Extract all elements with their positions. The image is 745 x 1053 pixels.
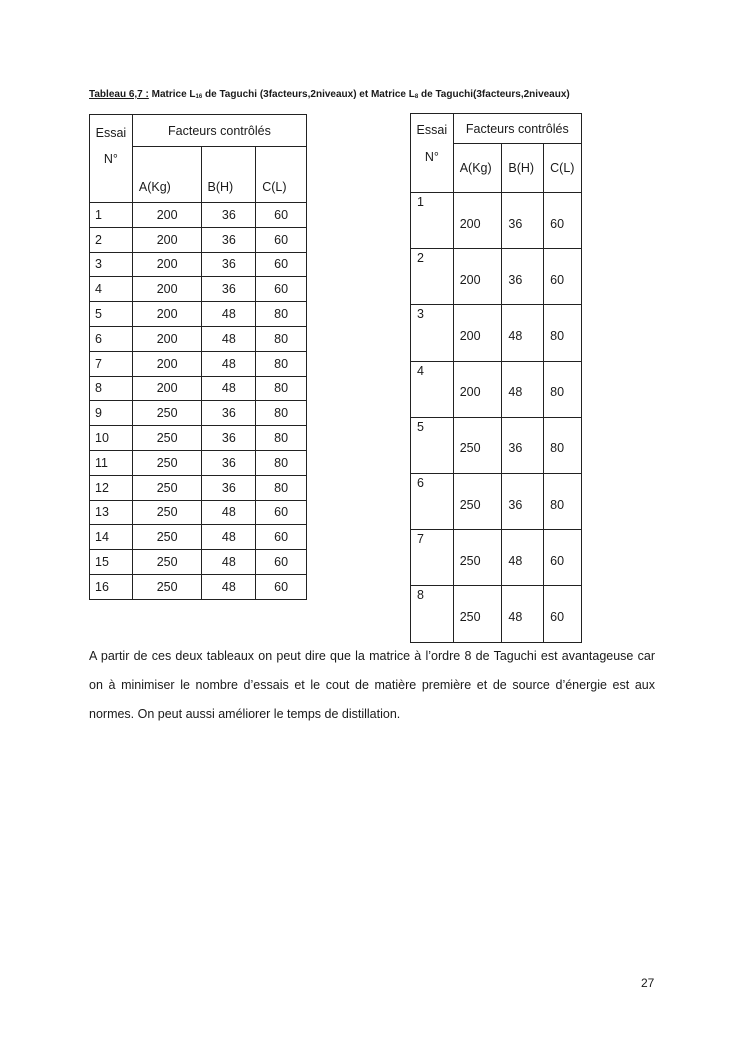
l16-cell: 200 [132, 227, 202, 252]
l8-col-c: C(L) [544, 144, 582, 193]
l16-cell: 48 [202, 326, 256, 351]
l16-cell: 200 [132, 203, 202, 228]
table-row [90, 252, 307, 277]
l16-trial-number: 4 [90, 277, 133, 302]
l8-cell: 60 [544, 249, 582, 305]
table-row [90, 475, 307, 500]
l16-cell: 200 [132, 302, 202, 327]
l16-trial-number: 1 [90, 203, 133, 228]
caption-part1: Matrice L [151, 89, 196, 100]
l8-cell: 250 [453, 530, 502, 586]
l8-cell: 80 [544, 417, 582, 473]
l8-trial-number: 8 [411, 586, 454, 642]
l16-cell: 36 [202, 277, 256, 302]
l16-trial-number: 7 [90, 351, 133, 376]
table-row [411, 417, 582, 473]
table-row [90, 277, 307, 302]
l8-cell: 200 [453, 249, 502, 305]
l8-cell: 60 [544, 586, 582, 642]
l8-factors-title: Facteurs contrôlés [453, 114, 581, 144]
table-row [90, 401, 307, 426]
l16-cell: 60 [256, 574, 307, 599]
l8-cell: 250 [453, 417, 502, 473]
l16-cell: 36 [202, 450, 256, 475]
l16-cell: 200 [132, 326, 202, 351]
l8-cell: 48 [502, 305, 544, 361]
l16-cell: 200 [132, 351, 202, 376]
l8-cell: 80 [544, 361, 582, 417]
l8-cell: 60 [544, 530, 582, 586]
l16-trial-number: 16 [90, 574, 133, 599]
l16-cell: 80 [256, 302, 307, 327]
l16-cell: 80 [256, 326, 307, 351]
table-row [411, 473, 582, 529]
l8-trial-number: 1 [411, 193, 454, 249]
l16-trial-number: 11 [90, 450, 133, 475]
l8-trial-number: 6 [411, 473, 454, 529]
l8-cell: 48 [502, 530, 544, 586]
l16-trial-number: 8 [90, 376, 133, 401]
l16-cell: 60 [256, 525, 307, 550]
caption-part2: de Taguchi (3facteurs,2niveaux) et Matrice L [202, 89, 415, 100]
l16-cell: 36 [202, 426, 256, 451]
l16-cell: 250 [132, 450, 202, 475]
l8-cell: 60 [544, 193, 582, 249]
l16-trial-number: 14 [90, 525, 133, 550]
l16-cell: 250 [132, 401, 202, 426]
l16-col-a: A(Kg) [132, 147, 202, 203]
l16-cell: 36 [202, 203, 256, 228]
l8-cell: 200 [453, 193, 502, 249]
l16-trial-number: 10 [90, 426, 133, 451]
l16-no-label: N° [103, 152, 118, 166]
table-row [411, 586, 582, 642]
table-row [90, 227, 307, 252]
taguchi-l16-table [89, 114, 307, 600]
table-row [90, 203, 307, 228]
l16-cell: 48 [202, 525, 256, 550]
l8-cell: 48 [502, 586, 544, 642]
table-row [411, 193, 582, 249]
table-row [90, 450, 307, 475]
l8-essai-label: Essai [416, 123, 448, 137]
l8-no-label: N° [424, 150, 439, 164]
l16-cell: 60 [256, 500, 307, 525]
l8-cell: 250 [453, 473, 502, 529]
l16-col-b: B(H) [202, 147, 256, 203]
l16-cell: 80 [256, 401, 307, 426]
conclusion-paragraph: A partir de ces deux tableaux on peut dire que la matrice à l’ordre 8 de Taguchi est avantageuse car on à minimiser le nombre d’essais et le cout de matière première et de source d’énergie est aux normes. On peut aussi améliorer le temps de distillation. [89, 649, 655, 721]
l16-cell: 60 [256, 550, 307, 575]
l16-trial-number: 6 [90, 326, 133, 351]
l8-cell: 80 [544, 473, 582, 529]
l16-cell: 60 [256, 203, 307, 228]
l16-cell: 200 [132, 252, 202, 277]
l16-trial-number: 5 [90, 302, 133, 327]
l8-trial-number: 5 [411, 417, 454, 473]
l8-cell: 36 [502, 193, 544, 249]
caption-label: Tableau 6,7 : [89, 89, 149, 100]
l16-cell: 48 [202, 302, 256, 327]
table-row [411, 361, 582, 417]
l16-cell: 48 [202, 550, 256, 575]
l16-cell: 36 [202, 401, 256, 426]
table-row [90, 550, 307, 575]
table-row [90, 500, 307, 525]
l16-cell: 250 [132, 525, 202, 550]
l16-cell: 48 [202, 500, 256, 525]
l16-cell: 36 [202, 252, 256, 277]
l16-col-c: C(L) [256, 147, 307, 203]
table-row [90, 426, 307, 451]
l8-cell: 80 [544, 305, 582, 361]
caption-sub1: 16 [195, 94, 203, 100]
l8-col-b: B(H) [502, 144, 544, 193]
l8-trial-number: 3 [411, 305, 454, 361]
l16-cell: 250 [132, 475, 202, 500]
l8-cell: 250 [453, 586, 502, 642]
l16-cell: 250 [132, 550, 202, 575]
l8-cell: 36 [502, 249, 544, 305]
l16-cell: 250 [132, 500, 202, 525]
l16-factors-title: Facteurs contrôlés [132, 115, 306, 147]
l16-cell: 36 [202, 227, 256, 252]
l8-cell: 36 [502, 473, 544, 529]
l16-cell: 48 [202, 574, 256, 599]
taguchi-l8-table [410, 113, 582, 643]
l16-cell: 200 [132, 376, 202, 401]
l16-cell: 48 [202, 376, 256, 401]
table-row [411, 249, 582, 305]
l16-trial-number: 15 [90, 550, 133, 575]
table-row [411, 530, 582, 586]
table-row [411, 305, 582, 361]
l8-trial-number: 2 [411, 249, 454, 305]
table-row [90, 302, 307, 327]
l16-trial-number: 2 [90, 227, 133, 252]
l16-cell: 80 [256, 426, 307, 451]
l16-cell: 250 [132, 426, 202, 451]
table-row [90, 326, 307, 351]
l8-trial-number: 7 [411, 530, 454, 586]
l8-cell: 200 [453, 305, 502, 361]
l16-cell: 80 [256, 475, 307, 500]
table-caption [89, 89, 570, 100]
table-row [90, 525, 307, 550]
l16-trial-number: 9 [90, 401, 133, 426]
l8-trial-number: 4 [411, 361, 454, 417]
l16-cell: 60 [256, 227, 307, 252]
l16-cell: 80 [256, 351, 307, 376]
l8-essai-header [411, 114, 454, 193]
l8-body [411, 114, 582, 643]
l8-cell: 200 [453, 361, 502, 417]
l16-trial-number: 13 [90, 500, 133, 525]
l8-col-a: A(Kg) [453, 144, 502, 193]
l16-cell: 80 [256, 376, 307, 401]
l16-cell: 36 [202, 475, 256, 500]
l8-cell: 36 [502, 417, 544, 473]
l16-trial-number: 3 [90, 252, 133, 277]
l16-cell: 48 [202, 351, 256, 376]
l16-essai-header [90, 115, 133, 203]
l16-body [90, 115, 307, 600]
table-row [90, 376, 307, 401]
l16-cell: 60 [256, 277, 307, 302]
l16-trial-number: 12 [90, 475, 133, 500]
l16-essai-label: Essai [95, 126, 127, 140]
l16-cell: 80 [256, 450, 307, 475]
table-row [90, 351, 307, 376]
caption-sub2: 8 [414, 94, 419, 100]
caption-part3: de Taguchi(3facteurs,2niveaux) [418, 89, 570, 100]
page-number: 27 [641, 976, 655, 990]
l8-cell: 48 [502, 361, 544, 417]
l16-cell: 200 [132, 277, 202, 302]
table-row [90, 574, 307, 599]
l16-cell: 250 [132, 574, 202, 599]
l16-cell: 60 [256, 252, 307, 277]
